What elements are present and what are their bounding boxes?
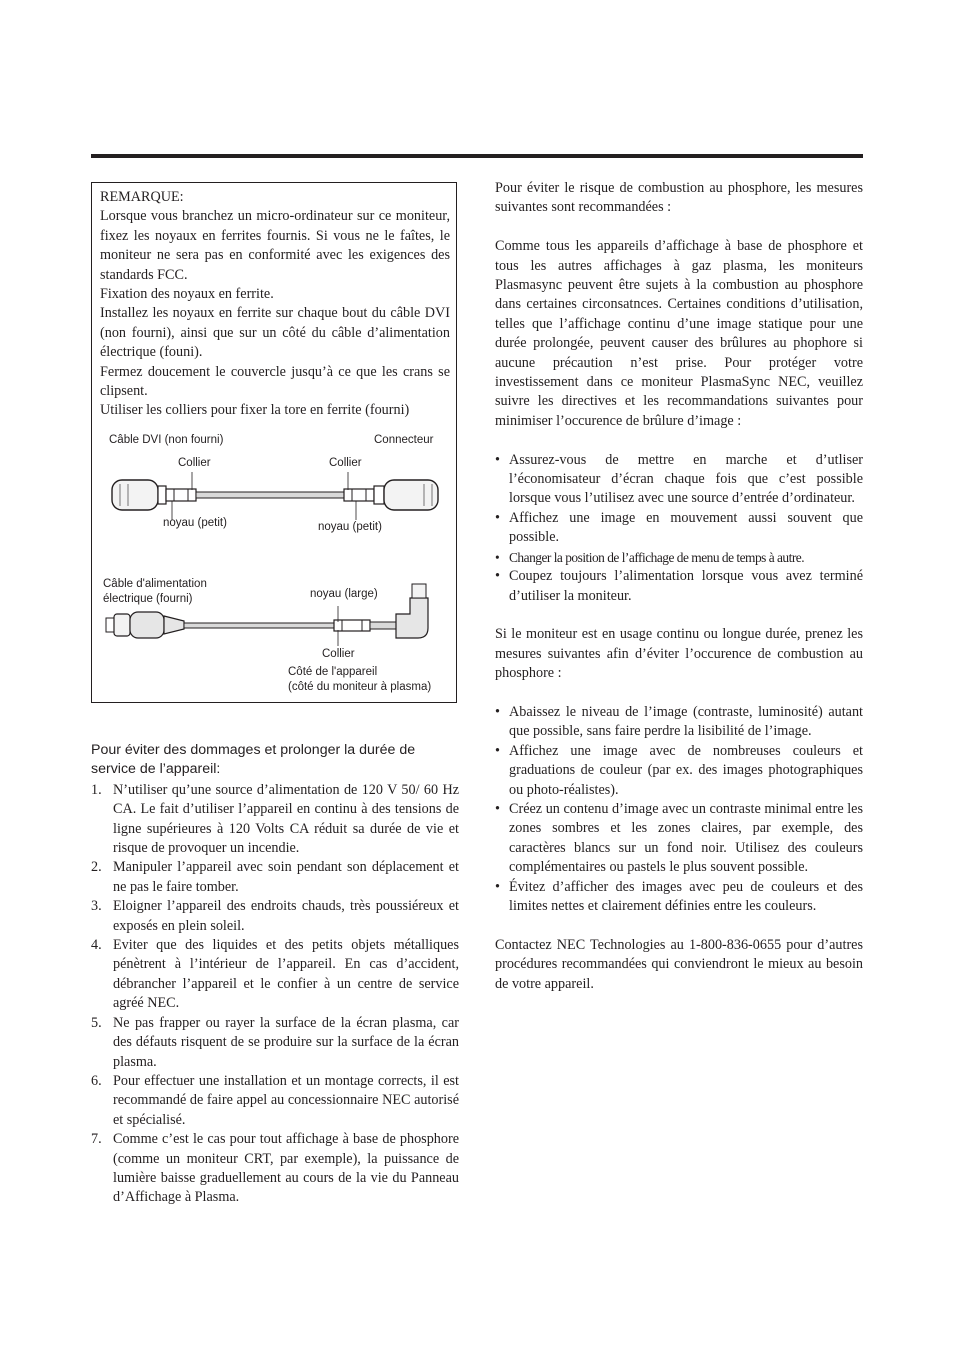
collar-left-label: Collier [178,457,211,469]
bullet-item: • Coupez toujours l’alimentation lorsque vous avez terminé d’utiliser la moniteur. [495,568,863,604]
bullet-item: • Évitez d’afficher des images avec peu de couleurs et des limites nettes et clairement définies entre les couleurs. [495,878,863,914]
item-number: 2. [91,859,102,876]
item-number: 1. [91,781,102,798]
remark-paragraph: Utiliser les colliers pour fixer la tore en ferrite (fourni) [100,402,410,419]
device-side-label-line1: Côté de l'appareil [288,666,378,678]
bullet-item: • Affichez une image en mouvement aussi souvent que possible. [495,509,863,546]
contact-paragraph: Contactez NEC Technologies au 1-800-836-0655 pour d’autres procédures recommandées qui conviendront le mieux au besoin de votre appareil. [495,936,863,992]
care-item [91,781,459,859]
bullet-text: Abaissez le niveau de l’image (contraste, luminosité) autant que possible, sans faire perdre la lisibilité de l’image. [509,703,863,740]
collar-bottom-label: Collier [322,648,355,660]
bullet-text: Coupez toujours l’alimentation lorsque vous avez terminé d’utiliser la moniteur. [509,568,863,604]
item-text: Eviter que des liquides et des petits objets métalliques pénètrent à l’intérieur de l’appareil. En cas d’accident, débrancher l’appareil et le confier à un centre de service agréé NEC. [113,937,459,1012]
item-text: Pour effectuer une installation et un montage corrects, il est recommandé de faire appel au concessionnaire NEC autorisé et spécialisé. [113,1072,459,1128]
bullet-text: Assurez-vous de mettre en marche et d’utliser l’économisateur d’écran chaque fois que c’est possible lorsque vous l’utilisez avec une source d’entrée d’ordinateur. [509,451,863,507]
bullet-item: • Créez un contenu d’image avec un contraste minimal entre les zones sombres et les zones claires, par exemple, des caractères blancs sur un fond noir. Utilisez des couleurs complémentaires ou pastels le plus souvent possible. [495,800,863,876]
item-text: Eloigner l’appareil des endroits chauds, très poussiéreux et exposés en plein soleil. [113,898,459,934]
device-side-label-line2: (côté du moniteur à plasma) [288,681,432,693]
collar-right-label: Collier [329,457,362,469]
care-item [91,1014,459,1072]
burn-intro: Pour éviter le risque de combustion au phosphore, les mesures suivantes sont recommandées : [495,180,863,216]
bullet-text: Affichez une image avec de nombreuses couleurs et graduations de couleur (par ex. des images photographiques ou photo-réalistes). [509,742,863,798]
remark-paragraph: Lorsque vous branchez un micro-ordinateur sur ce moniteur, fixez les noyaux en ferrites fournis. Si vous ne le faîtes, le moniteur ne sera pas en conformité avec les exigences des standards FCC. [100,208,450,283]
bullet-item: • Abaissez le niveau de l’image (contraste, luminosité) autant que possible, sans faire perdre la lisibilité de l’image. [495,703,863,740]
item-text: Comme c’est le cas pour tout affichage à base de phosphore (comme un moniteur CRT, par exemple), la puissance de lumière baisse graduellement au cours de la vie du Panneau d’Affichage à Plasma. [113,1131,459,1206]
cable-illustration [92,428,458,703]
item-text: N’utiliser qu’une source d’alimentation de 120 V 50/ 60 Hz CA. Le fait d’utiliser l’appareil en continu à des tensions de ligne supérieures à 120 Volts CA réduit sa durée de vie et risque de provoquer un incendie. [113,781,459,857]
item-text: Manipuler l’appareil avec soin pendant son déplacement et ne pas le faire tomber. [113,859,459,895]
burn-in-section [495,179,863,994]
remark-text [100,188,450,421]
care-intro: Pour éviter des dommages et prolonger la durée de service de l’appareil: [91,742,416,778]
bullet-item: • Affichez une image avec de nombreuses couleurs et graduations de couleur (par ex. des images photographiques ou photo-réalistes). [495,742,863,798]
connector-label: Connecteur [374,434,434,446]
remark-paragraph: Installez les noyaux en ferrite sur chaque bout du câble DVI (non fourni), ainsi que sur un côté du câble d’alimentation électrique (founi). [100,305,450,361]
power-cable-label-line2: électrique (fourni) [103,593,193,605]
care-item [91,936,459,1014]
care-item [91,897,459,936]
care-instructions [91,741,459,1208]
care-item [91,858,459,897]
item-number: 7. [91,1131,102,1148]
item-text: Ne pas frapper ou rayer la surface de la écran plasma, car des défauts risquent de se produire sur la surface de la écran plasma. [113,1014,459,1070]
care-item [91,1072,459,1130]
bullet-text: Affichez une image en mouvement aussi souvent que possible. [509,509,863,546]
item-number: 4. [91,937,102,954]
item-number: 3. [91,898,102,915]
remark-box [91,182,457,703]
item-number: 6. [91,1072,102,1089]
remark-paragraph: Fermez doucement le couvercle jusqu’à ce que les crans se clipsent. [100,363,450,400]
care-list [91,781,459,1208]
core-small-left-label: noyau (petit) [163,517,227,529]
bullet-text: Créez un contenu d’image avec un contraste minimal entre les zones sombres et les zones claires, par exemple, des caractères blancs sur un fond noir. Utilisez des couleurs complémentaires ou pastels le plus souvent possible. [509,800,863,876]
bullet-item: • Changer la position de l’affichage de menu de temps à autre. [495,549,805,565]
core-large-label: noyau (large) [310,588,378,600]
core-small-right-label: noyau (petit) [318,521,382,533]
ferrite-core-diagram [92,428,458,703]
burn-bullets-1 [495,451,863,606]
burn-paragraph: Si le moniteur est en usage continu ou longue durée, prenez les mesures suivantes afin d’éviter l’occurence de combustion au phosphore : [495,626,863,682]
bullet-item: • Assurez-vous de mettre en marche et d’utliser l’économisateur d’écran chaque fois que c’est possible lorsque vous l’utilisez avec une source d’entrée d’ordinateur. [495,451,863,507]
header-rule [91,154,863,158]
care-item [91,1130,459,1208]
dvi-cable-label: Câble DVI (non fourni) [109,434,224,446]
burn-bullets-2 [495,703,863,916]
remark-title: REMARQUE: [100,189,184,205]
burn-paragraph: Comme tous les appareils d’affichage à base de phosphore et tous les autres affichages à gaz plasma, les moniteurs Plasmasync peuvent être sujets à la combustion au phosphore dans certaines circonsatnces. Certaines conditions d’utilisation, telles que l’affichage continu d’une image statique pour une durée prolongée, peuvent causer des brûlures au phophore si aucune précaution n’est prise. Pour protéger votre investissement dans ce moniteur PlasmaSync NEC, veuillez suivre les directives et les recommandations suivantes pour minimiser l’occurence de brûlure d’image : [495,238,863,429]
bullet-text: Changer la position de l’affichage de menu de temps à autre. [509,549,805,565]
remark-paragraph: Fixation des noyaux en ferrite. [100,286,274,303]
power-cable-label-line1: Câble d'alimentation [103,578,207,590]
bullet-text: Évitez d’afficher des images avec peu de couleurs et des limites nettes et clairement définies entre les couleurs. [509,878,863,914]
dvi-cable-drawing [112,472,438,520]
item-number: 5. [91,1014,102,1031]
